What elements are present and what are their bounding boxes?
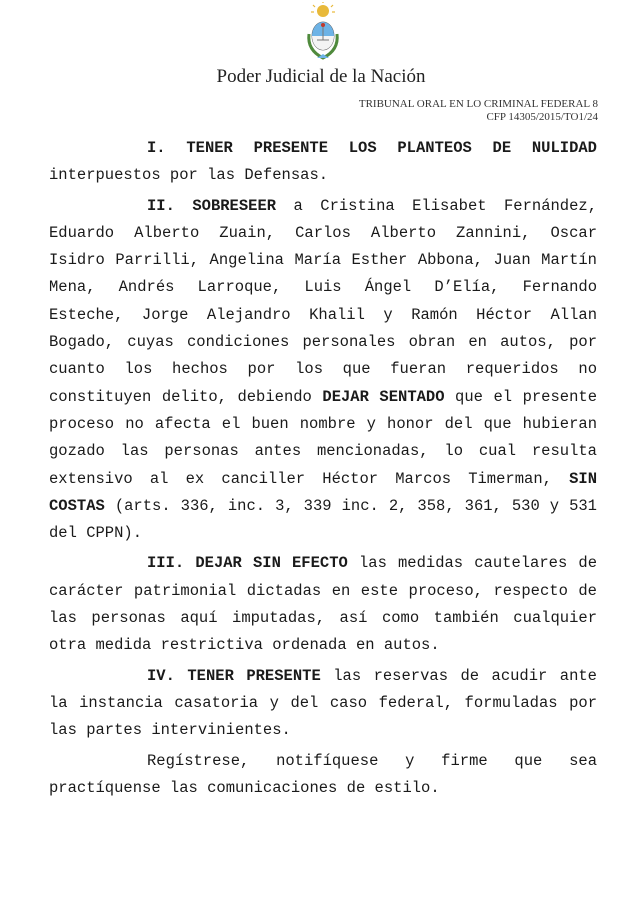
paragraph-2-emphasis-2: SIN COSTAS: [49, 469, 597, 515]
paragraph-1: [49, 135, 597, 190]
paragraph-3: [49, 550, 597, 659]
paragraph-5: [49, 748, 597, 803]
paragraph-5-text: Regístrese, notifíquese y firme que sea practíquense las comunicaciones de estilo.: [49, 751, 597, 797]
paragraph-2-text-1: a Cristina Elisabet Fernández, Eduardo Alberto Zuain, Carlos Alberto Zannini, Oscar Isidro Parrilli, Angelina María Esther Abbona, Juan Martín Mena, Andrés Larroque, Luis Ángel D’Elía, Fernando Esteche, Jorge Alejandro Khalil y Ramón Héctor Allan Bogado, cuyas condiciones personales obran en autos, por cuanto los hechos por los que fueran requeridos no constituyen delito, debiendo: [49, 196, 598, 406]
paragraph-3-text: las medidas cautelares de carácter patrimonial dictadas en este proceso, respecto de las personas aquí imputadas, así como también cualquier otra medida restrictiva ordenada en autos.: [49, 554, 597, 655]
case-number: CFP 14305/2015/TO1/24: [486, 111, 598, 123]
coat-of-arms-icon: [303, 2, 343, 60]
resolution-body: [49, 135, 597, 802]
paragraph-4: [49, 663, 597, 745]
paragraph-2: [49, 193, 597, 548]
paragraph-4-heading: IV. TENER PRESENTE: [147, 666, 321, 685]
paragraph-2-text-3: (arts. 336, inc. 3, 339 inc. 2, 358, 361, 530 y 531 del CPPN).: [49, 496, 597, 543]
tribunal-block: [359, 98, 598, 124]
paragraph-1-heading: I. TENER PRESENTE LOS PLANTEOS DE NULIDAD: [147, 139, 597, 157]
tribunal-name: TRIBUNAL ORAL EN LO CRIMINAL FEDERAL 8: [358, 98, 598, 110]
paragraph-3-heading: III. DEJAR SIN EFECTO: [147, 554, 348, 573]
paragraph-1-text: interpuestos por las Defensas.: [49, 166, 329, 185]
paragraph-2-emphasis-1: DEJAR SENTADO: [322, 387, 445, 406]
paragraph-4-text: las reservas de acudir ante la instancia casatoria y del caso federal, formuladas por las partes intervinientes.: [49, 666, 597, 740]
issuing-authority: Poder Judicial de la Nación: [216, 66, 426, 87]
paragraph-2-heading: II. SOBRESEER: [147, 196, 277, 215]
paragraph-2-text-2: que el presente proceso no afecta el buen nombre y honor del que hubieran gozado las personas antes mencionadas, lo cual resulta extensivo al ex canciller Héctor Marcos Timerman,: [49, 387, 597, 488]
